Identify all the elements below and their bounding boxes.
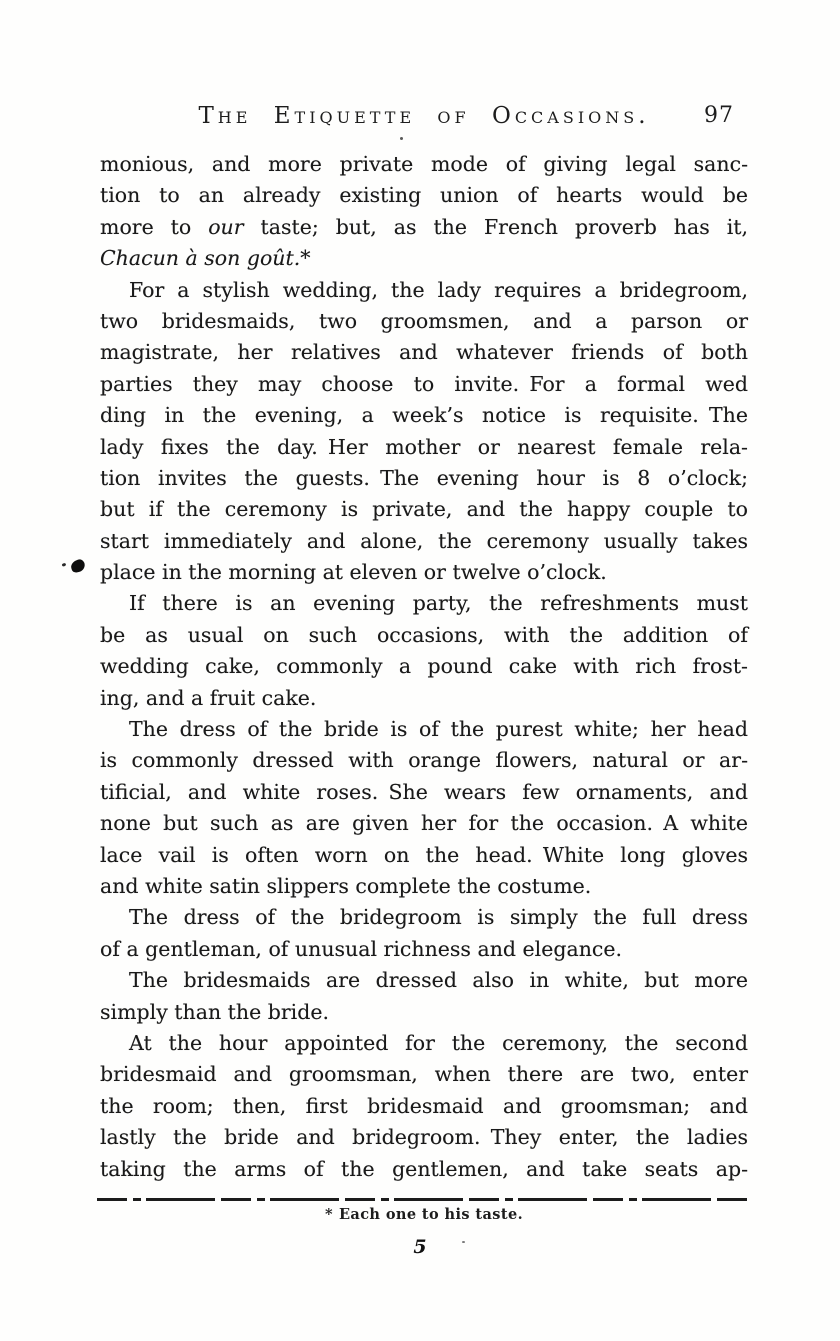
footnote <box>100 1206 748 1223</box>
page-number: 97 <box>704 103 734 128</box>
footnote-marker: * <box>324 1206 333 1223</box>
text-line: lastly the bride and bridegroom. They enter, the ladies <box>100 1125 748 1150</box>
text-line: taking the arms of the gentlemen, and take seats ap- <box>100 1156 748 1181</box>
text-line: The bridesmaids are dressed also in white, but more <box>129 968 748 993</box>
footnote-rule <box>97 1198 749 1201</box>
running-header-title: The Etiquette of Occasions. <box>198 103 650 129</box>
text-line: magistrate, her relatives and whatever friends of both <box>100 340 748 365</box>
text-line: none but such as are given her for the occasion. A white <box>100 811 748 836</box>
text-line: the room; then, first bridesmaid and groomsman; and <box>100 1093 748 1118</box>
text-line: ding in the evening, a week’s notice is requisite. The <box>100 403 748 428</box>
ink-speck <box>462 1241 465 1243</box>
text-line: lady fixes the day. Her mother or nearest female rela- <box>100 434 748 459</box>
text-line: lace vail is often worn on the head. White long gloves <box>100 842 748 867</box>
text-line: If there is an evening party, the refreshments must <box>129 591 748 616</box>
text-line: tificial, and white roses. She wears few ornaments, and <box>100 779 748 804</box>
text-line: start immediately and alone, the ceremony usually takes <box>100 528 748 553</box>
text-line: Chacun à son goût.* <box>100 246 311 271</box>
margin-ink-blot <box>69 558 86 574</box>
text-line: At the hour appointed for the ceremony, the second <box>129 1030 748 1055</box>
text-line: tion to an already existing union of hearts would be <box>100 183 748 208</box>
text-line: wedding cake, commonly a pound cake with rich frost- <box>100 654 748 679</box>
text-line: more to our taste; but, as the French proverb has it, <box>100 214 749 239</box>
page-body-text <box>100 149 748 1185</box>
text-line: two bridesmaids, two groomsmen, and a parson or <box>100 308 748 333</box>
text-line: simply than the bride. <box>100 999 330 1024</box>
text-line: monious, and more private mode of giving legal sanc- <box>100 152 748 176</box>
text-line: For a stylish wedding, the lady requires a bridegroom, <box>129 277 748 302</box>
text-line: but if the ceremony is private, and the happy couple to <box>100 497 748 522</box>
text-line: parties they may choose to invite. For a formal wed <box>100 371 748 396</box>
text-line: bridesmaid and groomsman, when there are two, enter <box>100 1062 748 1087</box>
text-line: and white satin slippers complete the costume. <box>100 873 592 898</box>
text-line: tion invites the guests. The evening hour is 8 o’clock; <box>100 465 748 490</box>
text-line: be as usual on such occasions, with the addition of <box>100 622 748 647</box>
text-line: is commonly dressed with orange flowers, natural or ar- <box>100 748 748 773</box>
text-line: ing, and a fruit cake. <box>100 685 317 710</box>
text-line: The dress of the bride is of the purest white; her head <box>129 717 748 742</box>
signature-mark: 5 <box>413 1236 427 1258</box>
ink-speck <box>400 137 403 140</box>
text-line: place in the morning at eleven or twelve o’clock. <box>100 560 607 585</box>
running-header <box>100 99 748 133</box>
text-line: of a gentleman, of unusual richness and elegance. <box>100 936 623 961</box>
text-line: The dress of the bridegroom is simply the full dress <box>129 905 748 930</box>
footnote-text: Each one to his taste. <box>338 1206 524 1223</box>
